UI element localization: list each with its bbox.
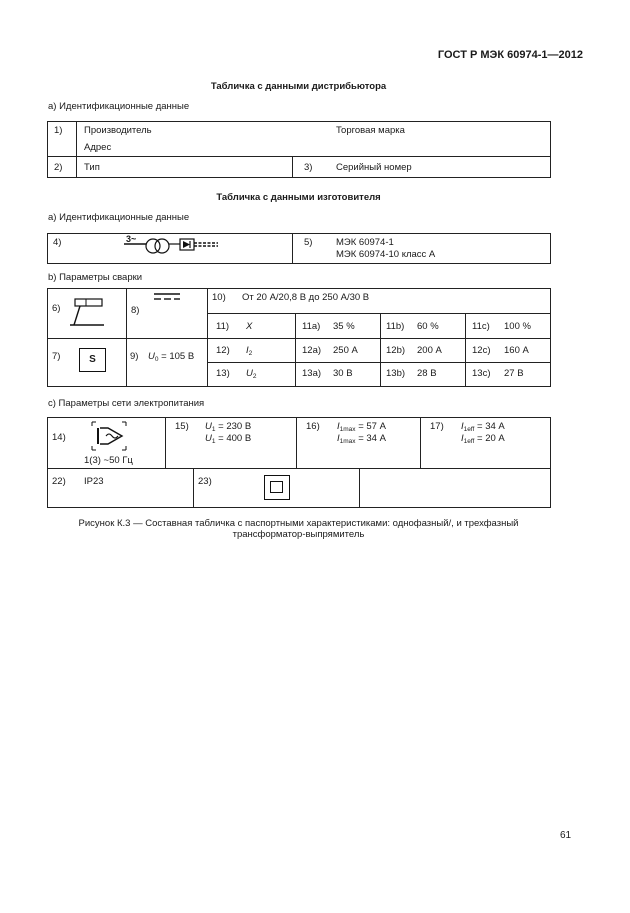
cell-number-13: 13) [216,368,230,379]
standard-1: МЭК 60974-1 [336,237,394,248]
welding-torch-icon [70,298,106,328]
cell-number-10: 10) [212,292,226,303]
protection-degree: IP23 [84,476,104,487]
current-12c: 160 А [504,345,529,356]
cell-number-11: 11) [216,321,230,332]
duty-cycle-symbol: X [246,321,253,332]
mains-supply-icon [90,420,128,452]
cell-number-7: 7) [52,351,61,362]
supply-voltage-2: $U_1 = 400$ В [205,433,252,445]
trademark-label: Торговая марка [336,125,405,136]
supply-voltage-1: $U_1 = 230$ В [205,421,252,433]
manufacturer-section-a: а) Идентификационные данные [48,212,190,223]
manufacturer-label: Производитель [84,125,152,136]
no-load-voltage: $U_0 = 105$ В [148,351,195,363]
max-supply-current-1: $I_{1max} = 57$ А [337,421,386,433]
serial-number-label: Серийный номер [336,162,412,173]
cell-number-13c: 13с) [472,368,491,379]
cell-number-9: 9) [130,351,139,362]
cell-number-4: 4) [53,237,62,248]
cell-number-11a: 11а) [302,321,321,332]
cell-number-6: 6) [52,303,61,314]
address-label: Адрес [84,142,112,153]
voltage-u2-symbol: $U_2$ [246,368,257,380]
cell-number-12c: 12с) [472,345,491,356]
current-i2-symbol: $I_2$ [246,345,253,357]
duty-cycle-11c: 100 % [504,321,531,332]
current-voltage-range: От 20 А/20,8 В до 250 А/30 В [242,292,370,303]
duty-cycle-11b: 60 % [417,321,439,332]
distributor-section-a: а) Идентификационные данные [48,101,190,112]
distributor-plate-title: Табличка с данными дистрибьютора [210,81,387,92]
supply-frequency: 1(3) ~50 Гц [84,455,133,466]
phase-label: 3~ [126,234,137,244]
standard-2: МЭК 60974-10 класс А [336,249,436,260]
figure-caption-continued: трансформатор-выпрямитель [232,529,365,540]
section-b-welding-parameters: b) Параметры сварки [48,272,143,283]
cell-number-23: 23) [198,476,212,487]
cell-number-22: 22) [52,476,66,487]
voltage-13a: 30 В [333,368,353,379]
section-c-supply-parameters: с) Параметры сети электропитания [48,398,205,409]
duty-cycle-11a: 35 % [333,321,355,332]
cell-number-11c: 11с) [472,321,490,332]
cell-number-8: 8) [131,305,140,316]
effective-supply-current-1: $I_{1eff} = 34$ А [461,421,505,433]
cell-number-11b: 11b) [386,321,405,332]
document-header: ГОСТ Р МЭК 60974-1—2012 [437,49,583,61]
double-insulation-icon [264,475,290,500]
cell-number-1: 1) [54,125,63,136]
cell-number-14: 14) [52,432,66,443]
cell-number-3: 3) [304,162,313,173]
voltage-13c: 27 В [504,368,524,379]
type-label: Тип [84,162,100,173]
effective-supply-current-2: $I_{1eff} = 20$ А [461,433,505,445]
current-12b: 200 А [417,345,442,356]
cell-number-12: 12) [216,345,230,356]
cell-number-2: 2) [54,162,63,173]
max-supply-current-2: $I_{1max} = 34$ А [337,433,386,445]
voltage-13b: 28 В [417,368,437,379]
cell-number-13b: 13b) [386,368,406,379]
s-mark-icon: S [79,348,106,372]
cell-number-15: 15) [175,421,189,432]
manufacturer-plate-title: Табличка с данными изготовителя [216,192,381,203]
figure-caption: Рисунок К.3 — Составная табличка с паспортными характеристиками: однофазный/, и трехфазный [78,518,519,529]
cell-number-17: 17) [430,421,444,432]
cell-number-16: 16) [306,421,320,432]
current-12a: 250 А [333,345,358,356]
cell-number-12b: 12b) [386,345,406,356]
dc-current-icon [154,292,182,302]
cell-number-12a: 12а) [302,345,322,356]
cell-number-13a: 13а) [302,368,322,379]
page-number: 61 [560,830,572,841]
cell-number-5: 5) [304,237,313,248]
transformer-rectifier-icon [124,234,220,258]
